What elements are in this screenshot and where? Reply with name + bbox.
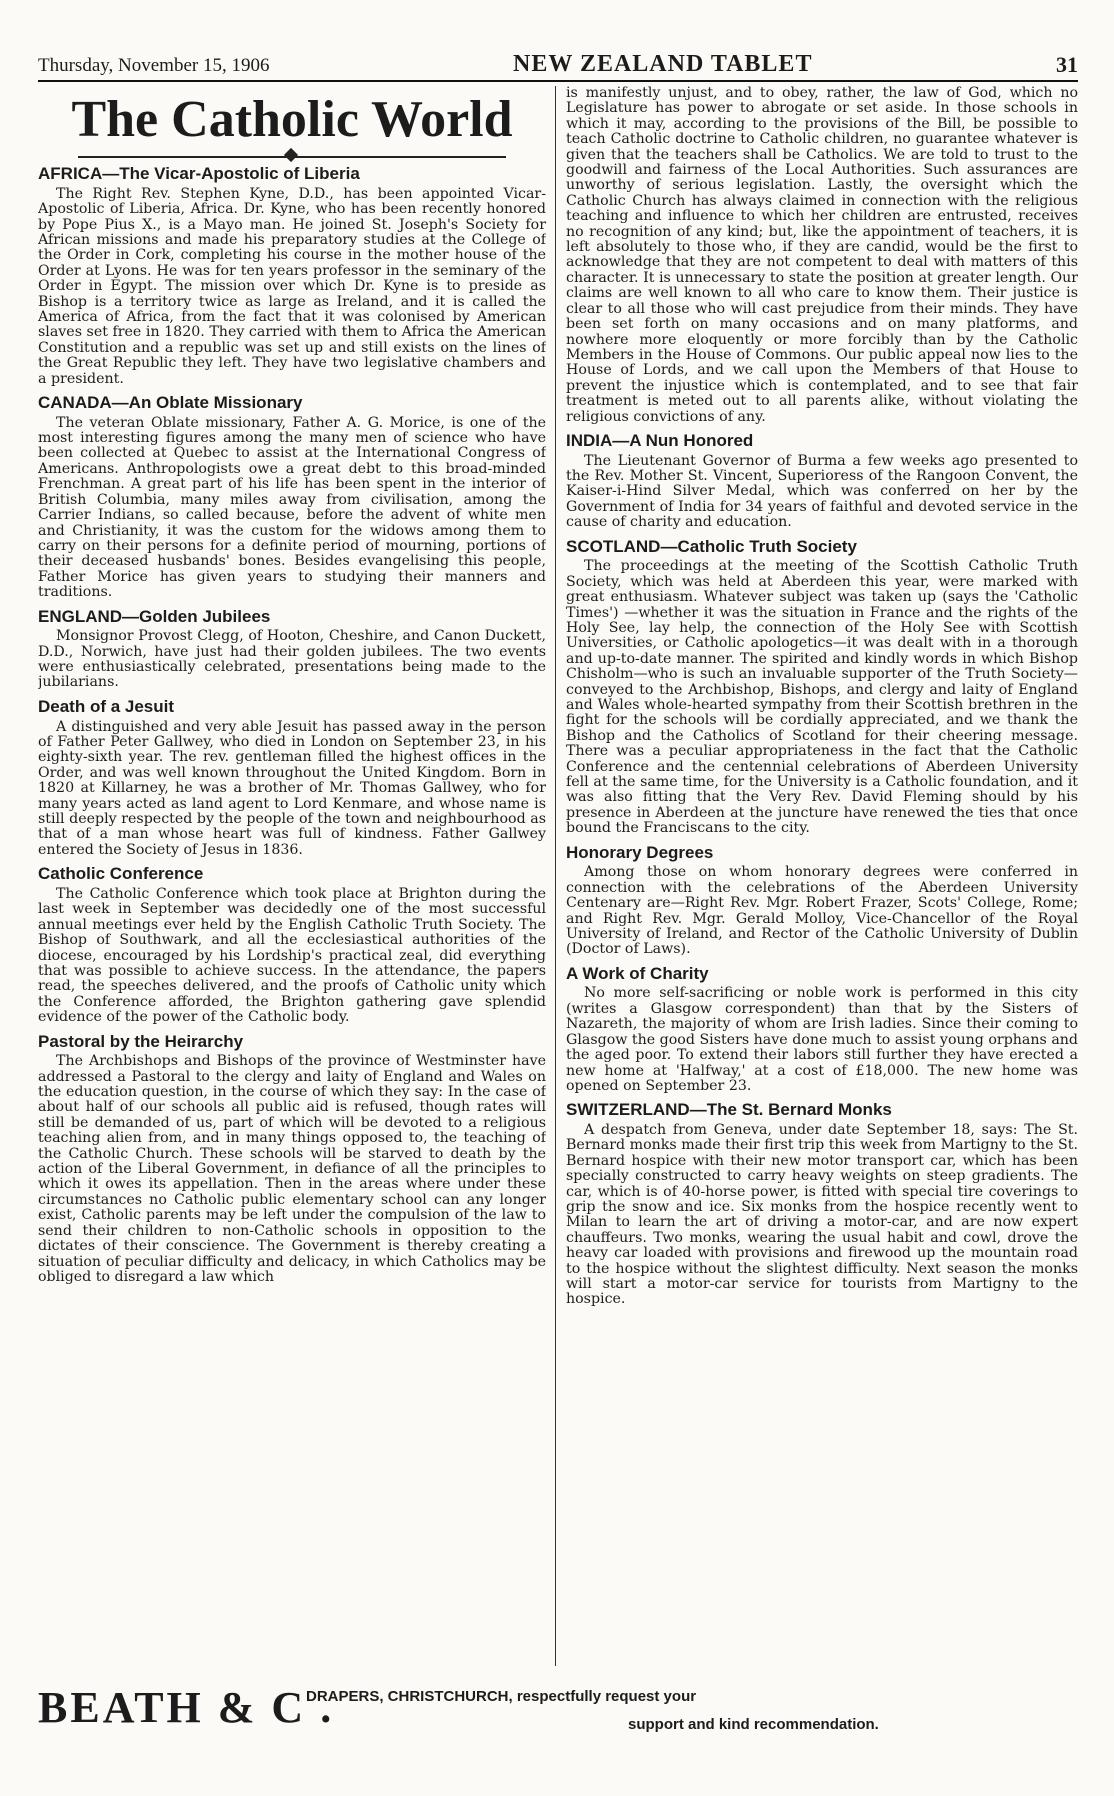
article-paragraph: No more self-sacrificing or noble work is performed in this city (writes a Glasgow correspondent) than that by the Sisters of Nazareth, the majority of whom are Irish ladies. Since their coming to Glasgow the good Sisters have done much to assist young orphans and the aged poor. To extend their labors still further they have erected a new home at 'Halfway,' at a cost of £18,000. The new home was opened on September 23. — [566, 985, 1078, 1094]
article-paragraph: Monsignor Provost Clegg, of Hooton, Cheshire, and Canon Duckett, D.D., Norwich, have just had their golden jubilees. The two events were enthusiastically celebrated, presentations being made to the jubilarians. — [38, 628, 546, 691]
article-heading: INDIA—A Nun Honored — [566, 430, 754, 450]
article-paragraph: The veteran Oblate missionary, Father A. G. Morice, is one of the most interesting figures among the many men of science who have been collected at Quebec to assist at the International Congress of Americans. Anthropologists owe a great debt to this broad-minded Frenchman. A great part of his life has been spent in the interior of British Columbia, many miles away from civilisation, among the Carrier Indians, so called because, before the advent of white men and Christianity, it was the custom for the widows among them to carry on their persons for a definite period of mourning, portions of their deceased husbands' bones. Besides evangelising this people, Father Morice has given years to studying their manners and traditions. — [38, 414, 546, 601]
article-heading: ENGLAND—Golden Jubilees — [38, 606, 271, 626]
diamond-ornament-icon — [284, 148, 298, 162]
advertiser-brand: BEATH & C . — [38, 1683, 335, 1732]
advertisement-footer — [38, 1672, 1078, 1752]
article-paragraph: A distinguished and very able Jesuit has passed away in the person of Father Peter Gallwey, who died in London on September 23, in his eighty-sixth year. The rev. gentleman filled the highest offices in the Order, and was well known throughout the United Kingdom. Born in 1820 at Killarney, he was a brother of Mr. Thomas Gallwey, who for many years acted as land agent to Lord Kenmare, and whose name is still deeply respected by the people of the town and neighbourhood as that of a man whose heart was full of kindness. Father Gallwey entered the Society of Jesus in 1836. — [38, 718, 546, 858]
article-paragraph: The Lieutenant Governor of Burma a few weeks ago presented to the Rev. Mother St. Vincent, Superioress of the Rangoon Convent, the Kaiser-i-Hind Silver Medal, which was conferred on her by the Government of India for 34 years of faithful and devoted service in the cause of charity and education. — [566, 452, 1078, 531]
column-divider — [555, 86, 556, 1666]
article-heading: Pastoral by the Heirarchy — [38, 1031, 244, 1051]
page-number: 31 — [1056, 52, 1078, 77]
article-paragraph: The Catholic Conference which took place at Brighton during the last week in September was decidedly one of the most successful annual meetings ever held by the English Catholic Truth Society. The Bishop of Southwark, and all the ecclesiastical authorities of the diocese, encouraged by his Lordship's practical zeal, did everything that was possible to achieve success. In the attendance, the papers read, the speeches delivered, and the proofs of Catholic unity which the Conference afforded, the Brighton gathering gave splendid evidence of the power of the Catholic body. — [38, 885, 546, 1026]
page-header — [38, 44, 1078, 82]
article-paragraph: The proceedings at the meeting of the Scottish Catholic Truth Society, which was held at Aberdeen this year, were marked with great enthusiasm. Whatever subject was taken up (says the 'Catholic Times') —whether it was the situation in France and the rights of the Holy See, lay help, the connection of the Holy See with Scottish Universities, or Catholic apologetics—it was dealt with in a thorough and up-to-date manner. The spirited and kindly words in which Bishop Chisholm—who is such an invaluable supporter of the Truth Society—conveyed to the Archbishop, Bishops, and clergy and laity of England and Wales whole-hearted sympathy from their Scottish brethren in the fight for the schools will be cordially appreciated, and we thank the Bishop and the Catholics of Scotland for their cheering message. There was a peculiar appropriateness in the fact that the Catholic Conference and the centennial celebrations of Aberdeen University fell at the same time, for the University is a Catholic foundation, and it was also fitting that the Very Rev. David Fleming should by his presence in Aberdeen at the juncture have renewed the ties that once bound the Franciscans to the city. — [566, 558, 1078, 837]
section-banner: The Catholic World — [71, 91, 513, 148]
article-heading: Honorary Degrees — [566, 842, 714, 862]
left-column — [38, 86, 546, 1656]
article-heading: SCOTLAND—Catholic Truth Society — [566, 536, 857, 556]
article-heading: CANADA—An Oblate Missionary — [38, 392, 303, 412]
article-paragraph: The Right Rev. Stephen Kyne, D.D., has been appointed Vicar-Apostolic of Liberia, Africa. Dr. Kyne, who has been recently honored by Pope Pius X., is a Mayo man. He joined St. Joseph's Society for African missions and made his preparatory studies at the College of the Order in Cork, completing his course in the mother house of the Order at Lyons. He was for ten years professor in the seminary of the Order in Egypt. The mission over which Dr. Kyne is to preside as Bishop is a territory twice as large as Ireland, and it is called the America of Africa, from the fact that it was colonised by American slaves set free in 1820. They carried with them to Africa the American Constitution and a republic was set up and still exists on the lines of the Great Republic they left. They have two legislative chambers and a president. — [38, 185, 546, 387]
article-heading: A Work of Charity — [566, 963, 709, 983]
article-paragraph: Among those on whom honorary degrees were conferred in connection with the celebrations of the Aberdeen University Centenary are—Right Rev. Mgr. Robert Frazer, Scots' College, Rome; and Right Rev. Mgr. Gerald Molloy, Vice-Chancellor of the Royal University of Ireland, and Rector of the Catholic University of Dublin (Doctor of Laws). — [566, 864, 1078, 958]
masthead-title: NEW ZEALAND TABLET — [513, 51, 813, 77]
issue-date: Thursday, November 15, 1906 — [38, 55, 270, 76]
article-heading: AFRICA—The Vicar-Apostolic of Liberia — [38, 164, 360, 183]
article-paragraph: A despatch from Geneva, under date September 18, says: The St. Bernard monks made their first trip this week from Martigny to the St. Bernard hospice with their new motor transport car, which has been specially constructed to carry heavy weights on steep gradients. The car, which is of 40-horse power, is fitted with special tire coverings to grip the snow and ice. Six monks from the hospice recently went to Milan to learn the art of driving a motor-car, and are now expert chauffeurs. Two monks, wearing the usual habit and cowl, drove the heavy car loaded with provisions and firewood up the mountain road to the hospice without the slightest difficulty. Next season the monks will start a motor-car service for tourists from Martigny to the hospice. — [566, 1122, 1078, 1308]
article-heading: Death of a Jesuit — [38, 696, 175, 716]
banner-ornament-rule — [78, 156, 506, 158]
article-heading: SWITZERLAND—The St. Bernard Monks — [566, 1100, 892, 1120]
continued-article-text: is manifestly unjust, and to obey, rather, the law of God, which no Legislature has power to abrogate or set aside. In those schools in which it may, according to the provisions of the Bill, be possible to teach Catholic doctrine to Catholic children, no guarantee whatever is given that the teachers shall be Catholics. We are told to trust to the goodwill and fairness of the Local Authorities. Such assurances are unworthy of serious legislation. Lastly, the oversight which the Catholic Church has always claimed in connection with the religious teaching and influence to which her children are entrusted, receives no recognition of any kind; but, like the appointment of teachers, it is left absolutely to those who, if they are candid, would be the first to acknowledge that they are not competent to deal with matters of this character. It is unnecessary to state the position at greater length. Our claims are well known to all who care to know them. Their justice is clear to all those who will cast prejudice from their minds. They have been set forth on many occasions and on many platforms, and nowhere more eloquently or more forcibly than by the Catholic Members in the House of Commons. Our public appeal now lies to the House of Lords, and we call upon the Members of that House to prevent the injustice which is contemplated, and to see that fair treatment is meted out to all parents alike, without violating the religious convictions of any. — [566, 86, 1078, 425]
advert-line-1: DRAPERS, CHRISTCHURCH, respectfully request your — [306, 1688, 697, 1705]
article-heading: Catholic Conference — [38, 864, 204, 884]
advert-line-2: support and kind recommendation. — [628, 1716, 879, 1733]
article-paragraph: The Archbishops and Bishops of the province of Westminster have addressed a Pastoral to the clergy and laity of England and Wales on the education question, in the course of which they say: In the case of about half of our schools all public aid is refused, though rates will still be demanded of us, part of which will be devoted to a religious teaching alien from, and in many things opposed to, the teaching of the Catholic Church. These schools will be starved to death by the action of the Liberal Government, in defiance of all the principles to which it owes its appellation. Then in the areas where under these circumstances no Catholic public elementary school can any longer exist, Catholic parents may be left under the compulsion of the law to send their children to non-Catholic schools in opposition to the dictates of their conscience. The Government is thereby creating a situation of peculiar difficulty and delicacy, in which Catholics may be obliged to disregard a law which — [38, 1053, 546, 1285]
right-column — [566, 86, 1078, 1656]
